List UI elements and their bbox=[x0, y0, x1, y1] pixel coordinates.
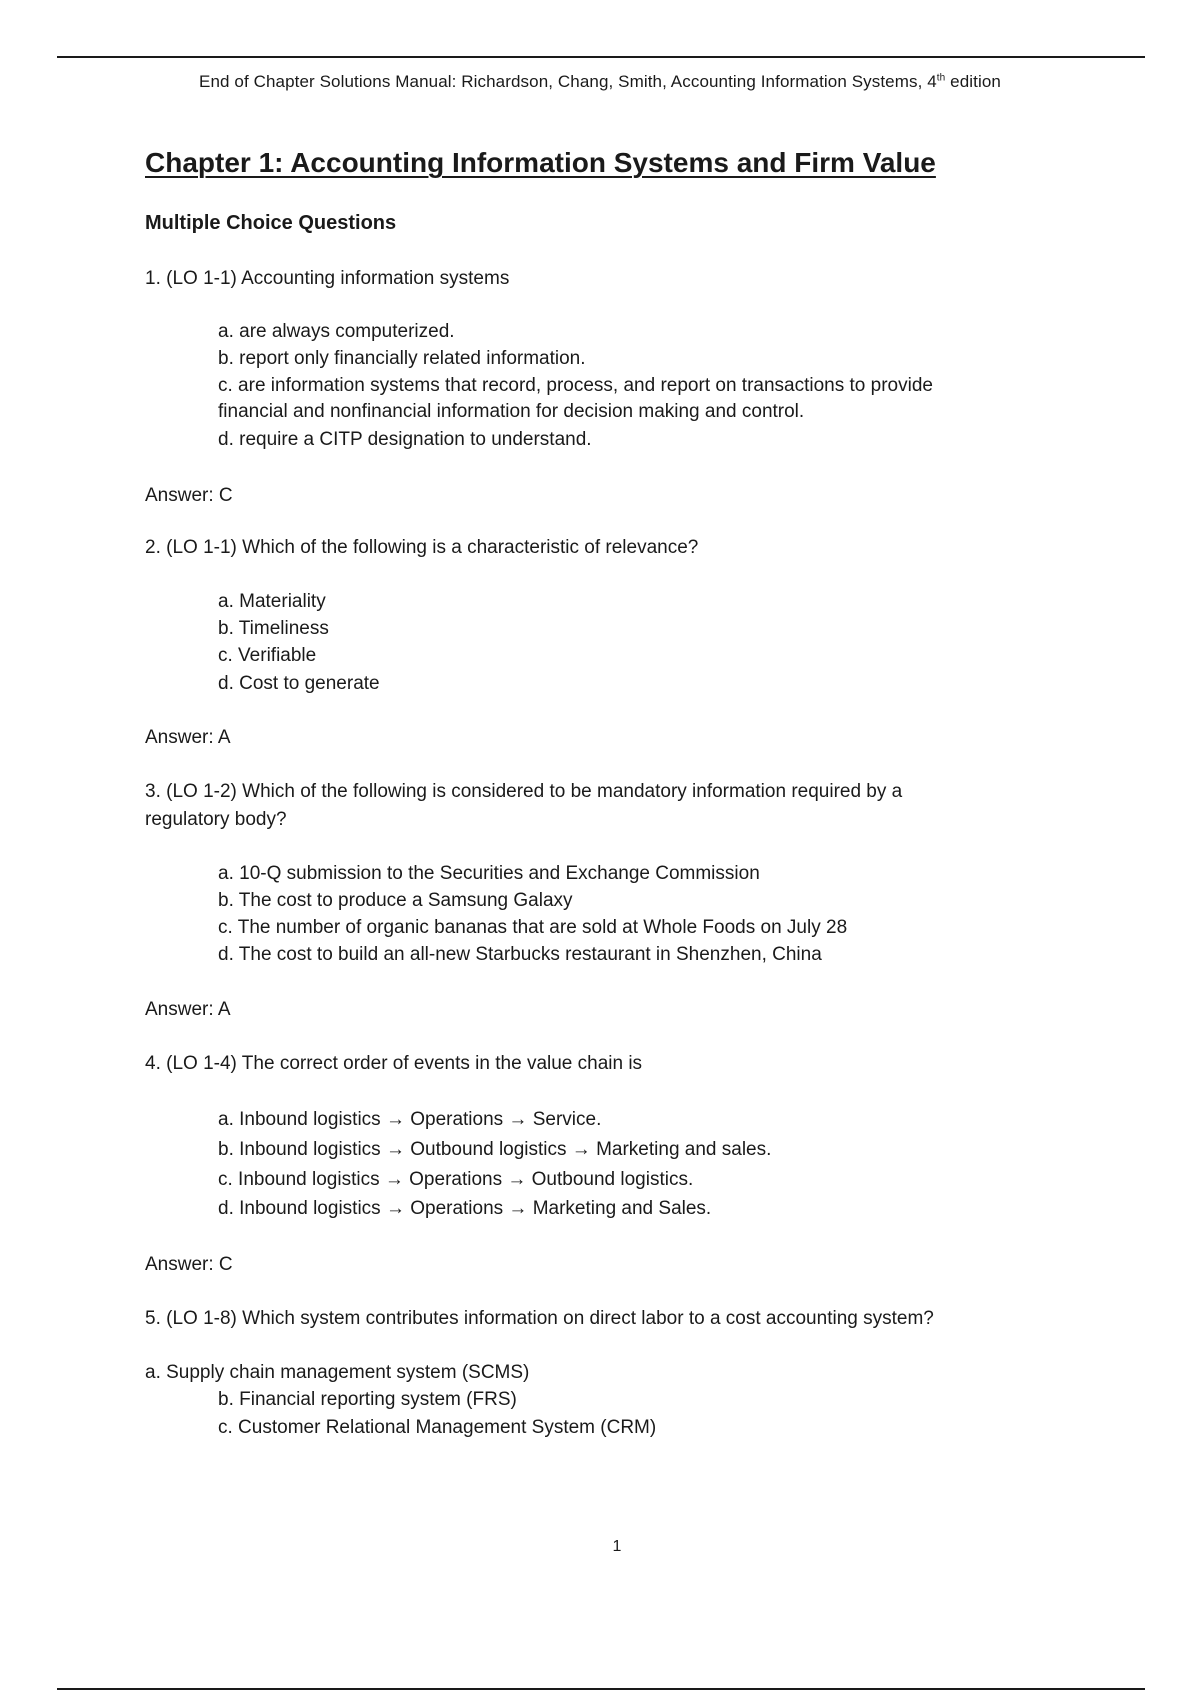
question-2-option-b: b. Timeliness bbox=[218, 618, 329, 639]
question-1-answer: Answer: C bbox=[145, 485, 233, 506]
question-3-stem-continued: regulatory body? bbox=[145, 809, 287, 830]
page-number: 1 bbox=[612, 1538, 622, 1555]
question-5-option-c: c. Customer Relational Management System (CRM) bbox=[218, 1417, 657, 1438]
question-4-option-c: c. Inbound logistics → Operations → Outbound logistics. bbox=[218, 1169, 694, 1190]
question-3-option-a: a. 10-Q submission to the Securities and Exchange Commission bbox=[218, 863, 760, 884]
question-1-option-c: c. are information systems that record, process, and report on transactions to provide bbox=[218, 375, 933, 396]
top-rule bbox=[57, 56, 1145, 58]
section-heading: Multiple Choice Questions bbox=[145, 212, 397, 234]
bottom-rule bbox=[57, 1688, 1145, 1690]
question-1-stem: 1. (LO 1-1) Accounting information systems bbox=[145, 268, 510, 289]
question-5-stem: 5. (LO 1-8) Which system contributes information on direct labor to a cost accounting system? bbox=[145, 1308, 934, 1329]
edition-superscript: th bbox=[936, 72, 946, 84]
question-3-answer: Answer: A bbox=[145, 999, 231, 1020]
question-3-option-d: d. The cost to build an all-new Starbucks restaurant in Shenzhen, China bbox=[218, 944, 822, 965]
question-2-stem: 2. (LO 1-1) Which of the following is a characteristic of relevance? bbox=[145, 537, 699, 558]
question-2-option-c: c. Verifiable bbox=[218, 645, 317, 666]
question-4-answer: Answer: C bbox=[145, 1254, 233, 1275]
question-4-stem: 4. (LO 1-4) The correct order of events in the value chain is bbox=[145, 1053, 643, 1074]
question-1-option-a: a. are always computerized. bbox=[218, 321, 455, 342]
question-5-option-a: a. Supply chain management system (SCMS) bbox=[145, 1362, 530, 1383]
question-2-answer: Answer: A bbox=[145, 727, 231, 748]
question-4-option-a: a. Inbound logistics → Operations → Service. bbox=[218, 1109, 602, 1130]
question-3-stem: 3. (LO 1-2) Which of the following is considered to be mandatory information required by a bbox=[145, 781, 903, 802]
question-1-option-b: b. report only financially related information. bbox=[218, 348, 586, 369]
question-3-option-b: b. The cost to produce a Samsung Galaxy bbox=[218, 890, 573, 911]
question-5-option-b: b. Financial reporting system (FRS) bbox=[218, 1389, 517, 1410]
chapter-title: Chapter 1: Accounting Information Systems and Firm Value bbox=[145, 147, 936, 178]
question-2-option-d: d. Cost to generate bbox=[218, 673, 380, 694]
question-2-option-a: a. Materiality bbox=[218, 591, 326, 612]
question-4-option-d: d. Inbound logistics → Operations → Marketing and Sales. bbox=[218, 1198, 712, 1219]
question-4-option-b: b. Inbound logistics → Outbound logistics → Marketing and sales. bbox=[218, 1139, 772, 1160]
question-1-option-d: d. require a CITP designation to understand. bbox=[218, 429, 592, 450]
question-3-option-c: c. The number of organic bananas that are sold at Whole Foods on July 28 bbox=[218, 917, 848, 938]
running-header: End of Chapter Solutions Manual: Richardson, Chang, Smith, Accounting Information Systems, 4th edition bbox=[199, 72, 1001, 91]
question-1-option-c-continued: financial and nonfinancial information for decision making and control. bbox=[218, 401, 805, 422]
